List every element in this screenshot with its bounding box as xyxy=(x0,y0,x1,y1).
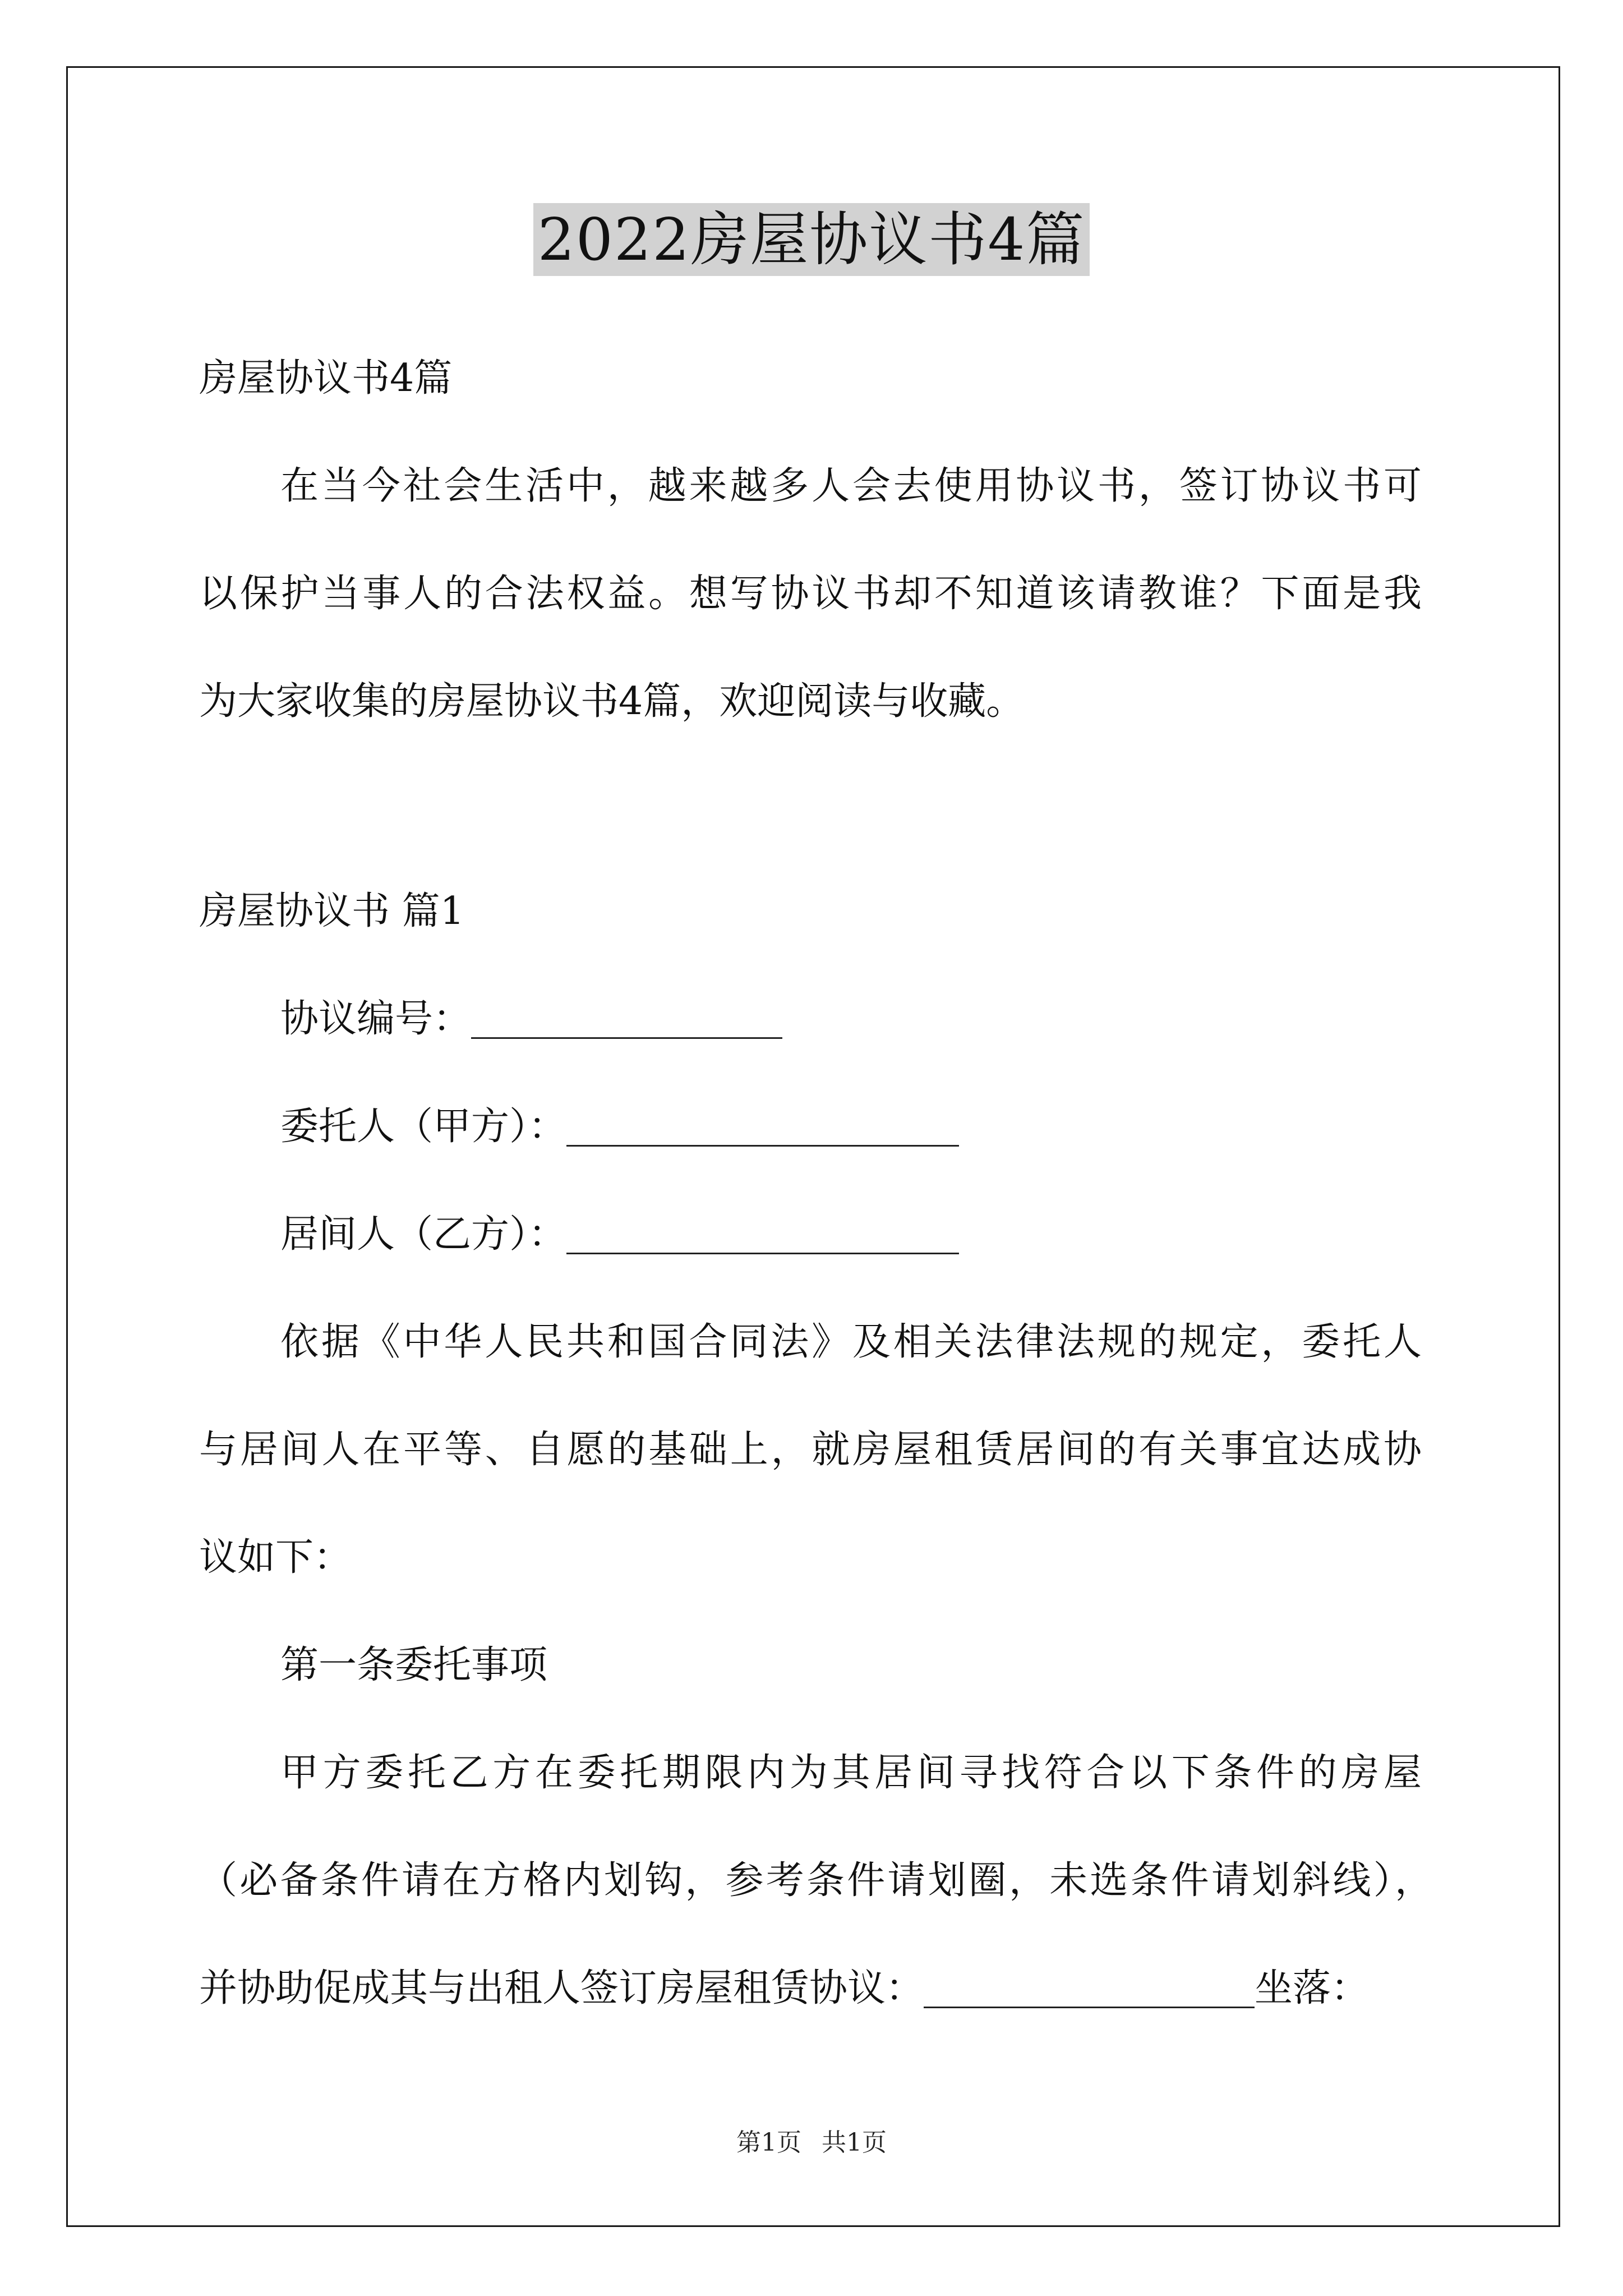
broker-row xyxy=(280,1209,959,1260)
principal-blank xyxy=(566,1106,959,1147)
agreement-no-row xyxy=(280,994,782,1045)
intro-line-3: 为大家收集的房屋协议书4篇，欢迎阅读与收藏。 xyxy=(199,679,1025,724)
principal-row xyxy=(280,1102,959,1152)
article1-line-1: 甲方委托乙方在委托期限内为其居间寻找符合以下条件的房屋 xyxy=(280,1751,1422,1795)
principal-label: 委托人（甲方）： xyxy=(280,1105,567,1149)
broker-label: 居间人（乙方）： xyxy=(280,1212,567,1257)
preamble-line-1: 依据《中华人民共和国合同法》及相关法律法规的规定，委托人 xyxy=(280,1320,1422,1364)
agreement-no-label: 协议编号： xyxy=(280,997,472,1041)
section-heading: 房屋协议书 篇1 xyxy=(199,889,464,933)
title-wrap xyxy=(0,203,1623,276)
article1-line-3: 并协助促成其与出租人签订房屋租赁协议： xyxy=(199,1966,924,2010)
page-footer xyxy=(0,2126,1623,2160)
article1-line-3-row xyxy=(199,1963,1369,2014)
page-total: 共1页 xyxy=(822,2128,887,2157)
document-title: 2022房屋协议书4篇 xyxy=(533,203,1090,276)
article1-heading: 第一条委托事项 xyxy=(280,1643,548,1687)
page-number: 第1页 xyxy=(736,2128,801,2157)
preamble-line-3: 议如下： xyxy=(199,1535,352,1580)
location-label: 坐落： xyxy=(1255,1966,1370,2010)
broker-blank xyxy=(566,1213,959,1254)
preamble-line-2: 与居间人在平等、自愿的基础上，就房屋租赁居间的有关事宜达成协 xyxy=(199,1428,1422,1472)
agreement-no-blank xyxy=(471,998,782,1039)
intro-line-2: 以保护当事人的合法权益。想写协议书却不知道该请教谁？下面是我 xyxy=(199,572,1422,616)
article1-line-2: （必备条件请在方格内划钩，参考条件请划圈，未选条件请划斜线）， xyxy=(199,1858,1433,1903)
location-blank xyxy=(924,1967,1255,2008)
subtitle: 房屋协议书4篇 xyxy=(199,356,453,401)
intro-line-1: 在当今社会生活中，越来越多人会去使用协议书，签订协议书可 xyxy=(280,464,1422,508)
